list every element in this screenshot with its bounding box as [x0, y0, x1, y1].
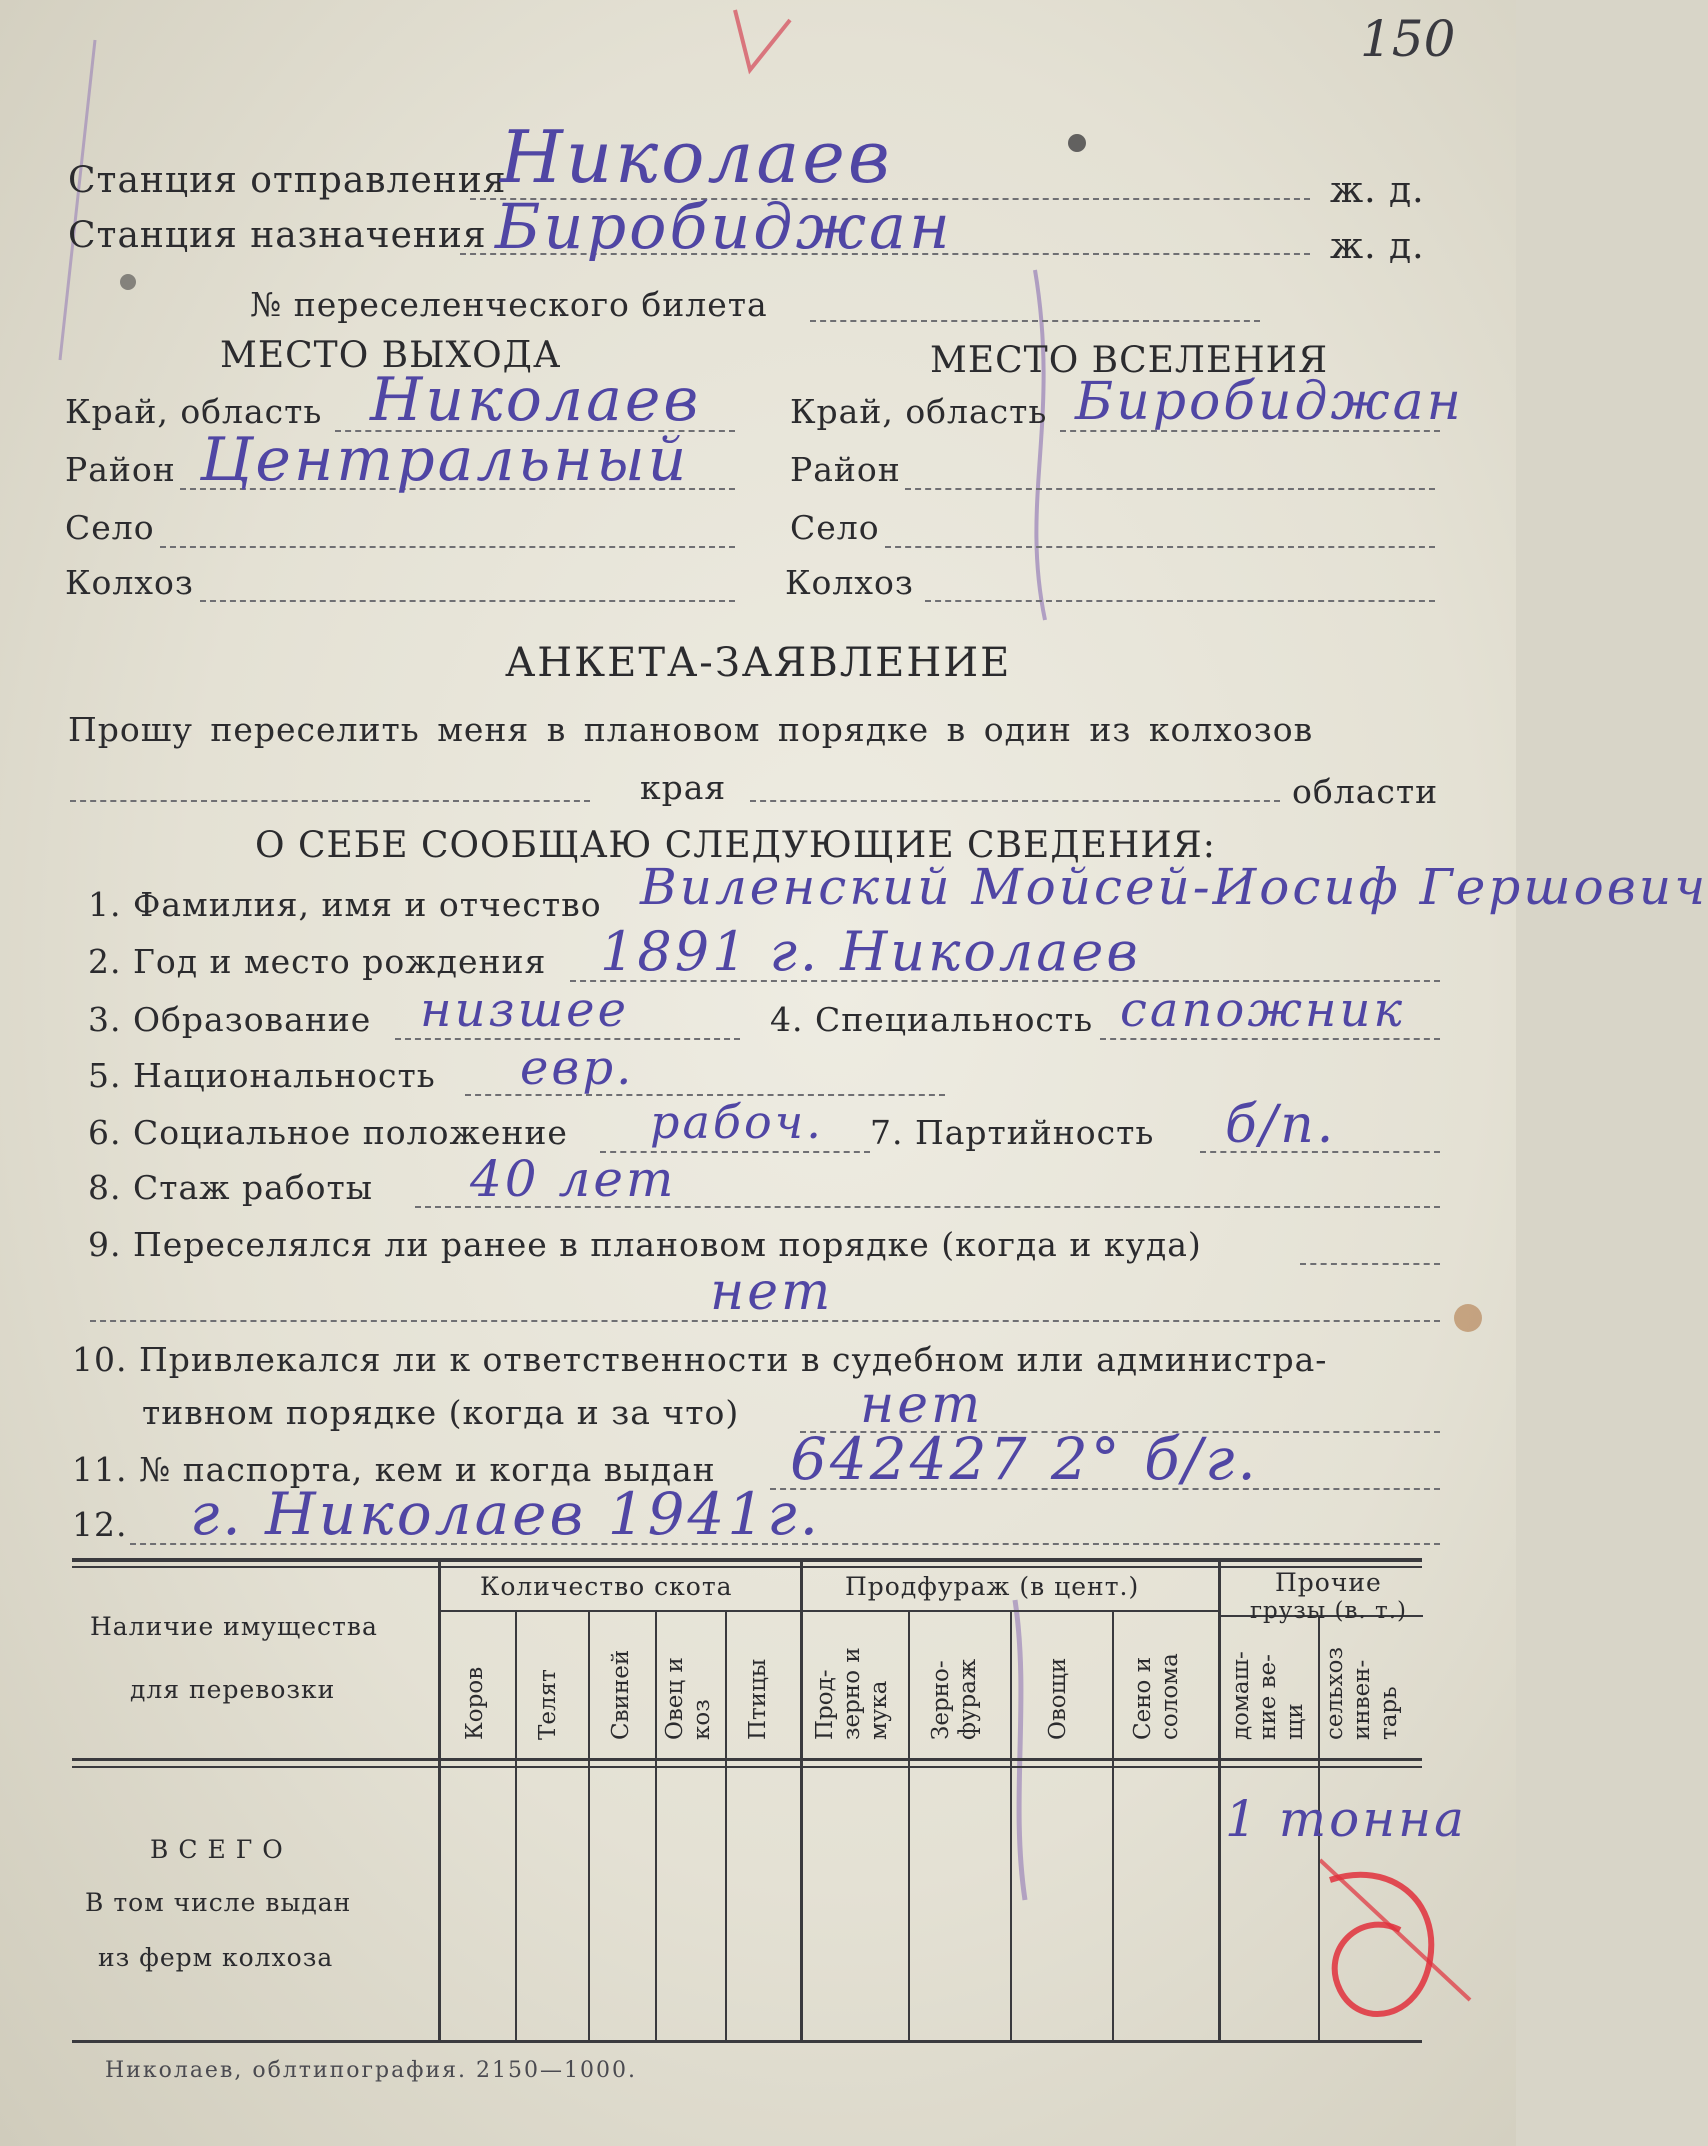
- departure-suffix: ж. д.: [1330, 170, 1425, 211]
- request-line: Прошу переселить меня в плановом порядке в один из колхозов: [68, 710, 1314, 749]
- col-inventory: сельхоз инвен- тарь: [1322, 1647, 1402, 1740]
- col-cows: Коров: [462, 1666, 488, 1740]
- col-sheep: Овец и коз: [662, 1657, 715, 1740]
- entry-region-value: Биробиджан: [1075, 372, 1464, 432]
- form-title: АНКЕТА-ЗАЯВЛЕНИЕ: [505, 640, 1012, 686]
- field-9-label: 9. Переселялся ли ранее в плановом порядке (когда и куда): [88, 1225, 1202, 1264]
- departure-station-label: Станция отправления: [68, 160, 507, 201]
- entry-kolkhoz-label: Колхоз: [785, 563, 914, 602]
- field-1-value: Виленский Мойсей-Иосиф Гершович: [640, 858, 1708, 916]
- col-hay: Сено и солома: [1130, 1653, 1183, 1740]
- field-4-value: сапожник: [1120, 982, 1406, 1038]
- entry-region-label: Край, область: [790, 392, 1048, 431]
- other-header-1: Прочие: [1275, 1568, 1382, 1597]
- field-3-value: низшее: [420, 982, 629, 1038]
- field-2-value: 1891 г. Николаев: [600, 920, 1141, 983]
- issued-line-2: из ферм колхоза: [98, 1943, 334, 1972]
- field-3-label: 3. Образование: [88, 1000, 372, 1039]
- household-value: 1 тонна: [1225, 1790, 1467, 1848]
- entry-village-label: Село: [790, 508, 880, 547]
- livestock-header: Количество скота: [480, 1572, 733, 1601]
- field-8-value: 40 лет: [470, 1150, 677, 1208]
- field-10-label-line2: тивном порядке (когда и за что): [142, 1393, 740, 1432]
- col-grain: Прод- зерно и мука: [812, 1647, 892, 1740]
- exit-region-label: Край, область: [65, 392, 323, 431]
- issued-line-1: В том числе выдан: [85, 1888, 352, 1917]
- property-label-2: для перевозки: [130, 1675, 336, 1704]
- col-pigs: Свиней: [608, 1649, 634, 1740]
- field-11-label: 11. № паспорта, кем и когда выдан: [72, 1450, 716, 1489]
- ticket-number-label: № переселенческого билета: [250, 285, 768, 324]
- field-5-label: 5. Национальность: [88, 1056, 436, 1095]
- destination-station-label: Станция назначения: [68, 215, 487, 256]
- printer-footer: Николаев, облтипография. 2150—1000.: [105, 2058, 637, 2083]
- form-subtitle: О СЕБЕ СООБЩАЮ СЛЕДУЮЩИЕ СВЕДЕНИЯ:: [255, 825, 1216, 866]
- field-11-value: 642427 2° б/г.: [790, 1425, 1259, 1493]
- departure-station-value: Николаев: [500, 115, 893, 199]
- field-4-label: 4. Специальность: [770, 1000, 1094, 1039]
- property-label-1: Наличие имущества: [90, 1612, 378, 1641]
- field-9-value: нет: [710, 1262, 834, 1322]
- entry-place-heading: МЕСТО ВСЕЛЕНИЯ: [930, 340, 1329, 381]
- fodder-header: Продфураж (в цент.): [845, 1572, 1140, 1601]
- request-kraya: края: [640, 768, 727, 807]
- destination-station-value: Биробиджан: [495, 190, 953, 263]
- field-1-label: 1. Фамилия, имя и отчество: [88, 885, 602, 924]
- col-vegetables: Овощи: [1045, 1657, 1071, 1740]
- field-2-label: 2. Год и место рождения: [88, 942, 547, 981]
- exit-district-value: Центральный: [200, 425, 690, 495]
- col-poultry: Птицы: [745, 1658, 771, 1740]
- col-feed: Зерно- фураж: [928, 1658, 981, 1740]
- field-6-value: рабоч.: [650, 1095, 824, 1149]
- other-header-2: грузы (в. т.): [1250, 1598, 1408, 1624]
- field-8-label: 8. Стаж работы: [88, 1168, 374, 1207]
- field-10-value: нет: [860, 1375, 984, 1435]
- field-12-value: г. Николаев 1941г.: [190, 1480, 822, 1548]
- col-calves: Телят: [535, 1669, 561, 1740]
- exit-region-value: Николаев: [370, 365, 702, 435]
- exit-kolkhoz-label: Колхоз: [65, 563, 194, 602]
- field-6-label: 6. Социальное положение: [88, 1113, 568, 1152]
- exit-district-label: Район: [65, 450, 176, 489]
- request-oblasti: области: [1292, 772, 1439, 811]
- field-7-label: 7. Партийность: [870, 1113, 1155, 1152]
- field-10-label-line1: 10. Привлекался ли к ответственности в судебном или администра-: [72, 1340, 1328, 1379]
- field-12-label: 12.: [72, 1505, 128, 1544]
- total-label: ВСЕГО: [150, 1835, 293, 1864]
- destination-suffix: ж. д.: [1330, 226, 1425, 267]
- page-number: 150: [1360, 10, 1456, 68]
- exit-place-heading: МЕСТО ВЫХОДА: [220, 335, 562, 376]
- field-5-value: евр.: [520, 1040, 635, 1096]
- entry-district-label: Район: [790, 450, 901, 489]
- col-household: домаш- ние ве- щи: [1228, 1651, 1308, 1740]
- field-7-value: б/п.: [1225, 1095, 1337, 1155]
- exit-village-label: Село: [65, 508, 155, 547]
